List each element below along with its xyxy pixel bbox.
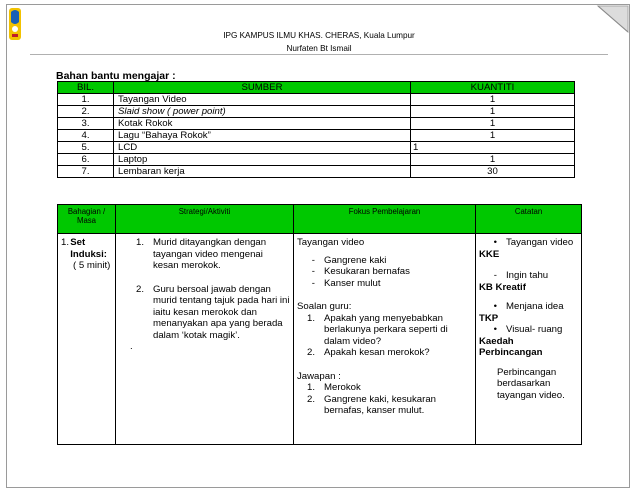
fokus-heading: Tayangan video [297,237,365,248]
col-header-bahagian: Bahagian / Masa [58,205,116,234]
stray-dot: . [130,341,133,352]
cell-kuantiti: 1 [411,130,575,142]
bahagian-cell [58,234,116,445]
item-text: Merokok [324,382,361,393]
kaedah-label: Kaedah Perbincangan [479,335,543,358]
table-row [58,142,575,154]
cell-kuantiti: 1 [411,94,575,106]
header-institution: IPG KAMPUS ILMU KHAS. CHERAS, Kuala Lumpur [223,31,415,40]
item-text: Apakah yang menyebabkan berlakunya perkara seperti di dalam video? [324,312,448,347]
list-item: - Gangrene kaki [311,254,387,266]
table-row [58,94,575,106]
table-header-row [58,82,575,94]
bullet-icon: • [493,324,497,335]
list-item [297,382,472,394]
section-title: Bahan bantu mengajar : [56,70,176,82]
cell-kuantiti: 1 [411,154,575,166]
col-header-kuantiti: KUANTITI [411,82,575,94]
item-text: Gangrene kaki [324,254,387,266]
col-header-bil: BIL. [58,82,114,94]
cell-sumber: Tayangan Video [114,94,411,106]
item-text: Ingin tahu [506,270,549,281]
catatan-cell [476,234,582,445]
strategi-cell [116,234,294,445]
item-num: 2. [306,347,315,358]
cell-bil: 7. [58,166,114,178]
cell-bil: 6. [58,154,114,166]
bullet-icon: • [493,301,497,312]
item-text: Apakah kesan merokok? [324,347,430,358]
col-header-catatan: Catatan [476,205,582,234]
cell-kuantiti: 30 [411,166,575,178]
kb-label: KB Kreatif [479,281,526,293]
item-text: Kanser mulut [324,277,381,289]
soalan-label: Soalan guru: [297,301,352,312]
header-divider [30,54,608,55]
item-text: Kesukaran bernafas [324,266,410,277]
table-row [58,154,575,166]
list-item [126,284,290,342]
page-curl-icon [596,4,630,34]
cell-sumber: Laptop [114,154,411,166]
table-row [58,166,575,178]
cell-bil: 1. [58,94,114,106]
col-header-fokus: Fokus Pembelajaran [294,205,476,234]
list-item: - Kesukaran bernafas [311,266,410,277]
list-item [297,394,472,417]
bullet-icon: • [493,237,497,248]
fokus-cell [294,234,476,445]
list-item [297,347,472,359]
cell-bil: 5. [58,142,114,154]
col-header-strategi: Strategi/Aktiviti [116,205,294,234]
catatan-note: Perbincangan berdasarkan tayangan video. [497,366,565,401]
list-item [297,313,472,348]
table-row [58,106,575,118]
item-num: 1. [135,237,144,248]
cell-bil: 3. [58,118,114,130]
list-item [479,237,578,249]
cell-sumber: Lembaran kerja [114,166,411,178]
kke-label: KKE [479,248,500,260]
list-item [479,324,578,336]
cell-sumber: Slaid show ( power point) [114,106,411,118]
cell-kuantiti: 1 [411,118,575,130]
cell-bil: 4. [58,130,114,142]
tkp-label: TKP [479,312,499,324]
list-item: - Kanser mulut [311,277,381,289]
cell-sumber: Lagu “Bahaya Rokok” [114,130,411,142]
bahagian-num: 1. [61,237,70,248]
table-row [58,130,575,142]
item-text: Visual- ruang [506,324,563,335]
list-item [479,301,578,313]
bahagian-title: Set Induksi: [70,237,107,260]
lesson-plan-table [57,204,582,445]
table-header-row [58,205,582,234]
materials-table [57,81,575,178]
header-author: Nurfaten Bt Ismail [286,44,352,53]
item-num: 1. [306,312,315,324]
cell-sumber: Kotak Rokok [114,118,411,130]
item-text: Tayangan video [506,237,574,248]
table-row [58,234,582,445]
cell-sumber: LCD [114,142,411,154]
item-num: 2. [306,393,315,405]
item-text: Menjana idea [506,301,564,312]
item-text: Murid ditayangkan dengan tayangan video mengenai kesan merokok. [153,237,267,271]
item-text: Gangrene kaki, kesukaran bernafas, kanser mulut. [324,393,436,416]
jawapan-label: Jawapan : [297,370,341,382]
item-text: Guru bersoal jawab dengan murid tentang tajuk pada hari ini iaitu kesan merokok dan menanyakan apa yang berada dalam ‘kotak magik’. [153,283,290,341]
cell-kuantiti: 1 [411,106,575,118]
cell-kuantiti: 1 [411,142,575,154]
item-num: 2. [135,283,144,295]
col-header-sumber: SUMBER [114,82,411,94]
list-item: - Ingin tahu [493,270,549,281]
item-num: 1. [306,382,315,393]
list-item [126,237,290,272]
cell-bil: 2. [58,106,114,118]
bahagian-time: ( 5 minit) [73,260,111,271]
table-row [58,118,575,130]
